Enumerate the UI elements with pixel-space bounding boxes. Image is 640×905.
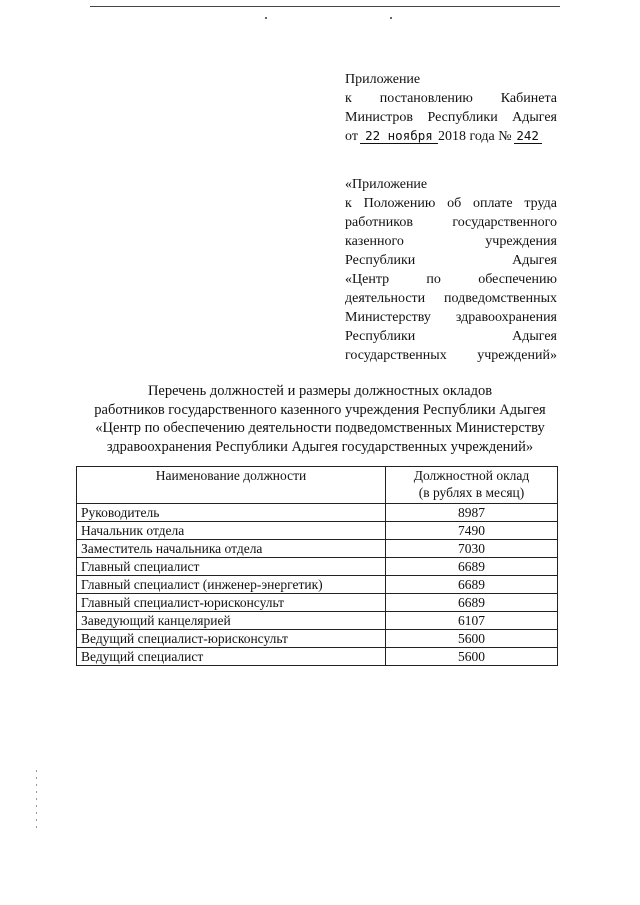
appendix-word: Республики	[345, 253, 416, 268]
appendix-word: Кабинета	[500, 91, 557, 106]
appendix-word: Министерству	[345, 310, 431, 325]
appendix-word: Республики	[427, 110, 498, 125]
position-name: Заведующий канцелярией	[77, 612, 386, 630]
appendix-word: здравоохранения	[455, 310, 557, 325]
salary-value: 6107	[386, 612, 558, 630]
salary-value: 6689	[386, 576, 558, 594]
date-year-text: 2018 года №	[437, 129, 512, 144]
table-row	[77, 594, 558, 612]
appendix-line	[345, 213, 557, 232]
table-row	[77, 612, 558, 630]
position-name: Руководитель	[77, 504, 386, 522]
appendix-line	[345, 346, 557, 365]
table-row	[77, 522, 558, 540]
appendix-word: учреждения	[485, 234, 557, 249]
position-name: Главный специалист	[77, 558, 386, 576]
salary-value: 6689	[386, 558, 558, 576]
appendix-line	[345, 251, 557, 270]
table-row	[77, 630, 558, 648]
table-row	[77, 504, 558, 522]
table-row	[77, 576, 558, 594]
appendix-line	[345, 308, 557, 327]
appendix-line	[345, 108, 557, 127]
appendix-word: труда	[524, 196, 557, 211]
appendix-line	[345, 194, 557, 213]
appendix-word: государственного	[452, 215, 557, 230]
scan-dot	[265, 17, 267, 19]
appendix-word: казенного	[345, 234, 404, 249]
regulation-appendix-header	[345, 175, 557, 365]
salary-value: 6689	[386, 594, 558, 612]
column-header-position	[77, 467, 386, 504]
header-text: Наименование должности	[155, 468, 307, 483]
appendix-word: Республики	[345, 329, 416, 344]
page-top-border	[90, 6, 560, 7]
appendix-word: об	[447, 196, 462, 211]
position-name: Главный специалист (инженер-энергетик)	[77, 576, 386, 594]
appendix-word: Адыгея	[512, 329, 557, 344]
position-name: Главный специалист-юрисконсульт	[77, 594, 386, 612]
appendix-word: к	[345, 196, 352, 211]
table-row	[77, 558, 558, 576]
appendix-line	[345, 89, 557, 108]
resolution-date-field: 22 ноября	[360, 128, 438, 144]
appendix-word: «Центр	[345, 272, 390, 287]
table-header-row	[77, 467, 558, 504]
appendix-word: Адыгея	[512, 110, 557, 125]
appendix-word: обеспечению	[478, 272, 557, 287]
position-name: Ведущий специалист-юрисконсульт	[77, 630, 386, 648]
table-row	[77, 540, 558, 558]
position-name: Заместитель начальника отдела	[77, 540, 386, 558]
appendix-word: Приложение	[345, 72, 421, 87]
title-line: здравоохранения Республики Адыгея государственных учреждений»	[106, 438, 534, 455]
scan-edge-mark	[36, 770, 37, 830]
appendix-line	[345, 70, 557, 89]
appendix-word: подведомственных	[444, 291, 557, 306]
header-text: Должностной оклад	[413, 468, 530, 483]
appendix-line	[345, 232, 557, 251]
header-text: (в рублях в месяц)	[418, 485, 525, 500]
appendix-word: Положению	[363, 196, 436, 211]
position-name: Ведущий специалист	[77, 648, 386, 666]
title-line: работников государственного казенного учреждения Республики Адыгея	[94, 401, 546, 418]
position-name: Начальник отдела	[77, 522, 386, 540]
title-line: Перечень должностей и размеры должностных окладов	[147, 383, 493, 399]
positions-salary-table	[76, 466, 558, 666]
appendix-word: к	[345, 91, 352, 106]
appendix-header	[345, 70, 557, 146]
appendix-word: учреждений»	[477, 348, 557, 363]
column-header-salary	[386, 467, 558, 504]
appendix-word: государственных	[345, 348, 447, 363]
title-line: «Центр по обеспечению деятельности подведомственных Министерству	[95, 420, 545, 436]
appendix-word: деятельности	[345, 291, 426, 306]
resolution-date-line	[345, 127, 557, 146]
salary-value: 8987	[386, 504, 558, 522]
salary-value: 5600	[386, 630, 558, 648]
appendix-line	[345, 289, 557, 308]
appendix-line	[345, 175, 557, 194]
scan-dot	[390, 17, 392, 19]
appendix-word: «Приложение	[345, 177, 428, 192]
document-title	[60, 382, 580, 456]
appendix-word: Адыгея	[512, 253, 557, 268]
salary-value: 5600	[386, 648, 558, 666]
appendix-word: по	[426, 272, 441, 287]
table-row	[77, 648, 558, 666]
resolution-number-field: 242	[514, 128, 542, 144]
appendix-word: Министров	[345, 110, 414, 125]
appendix-word: оплате	[472, 196, 513, 211]
salary-value: 7030	[386, 540, 558, 558]
date-prefix: от	[345, 129, 358, 144]
appendix-word: работников	[345, 215, 413, 230]
salary-value: 7490	[386, 522, 558, 540]
appendix-line	[345, 327, 557, 346]
appendix-line	[345, 270, 557, 289]
appendix-word: постановлению	[379, 91, 473, 106]
